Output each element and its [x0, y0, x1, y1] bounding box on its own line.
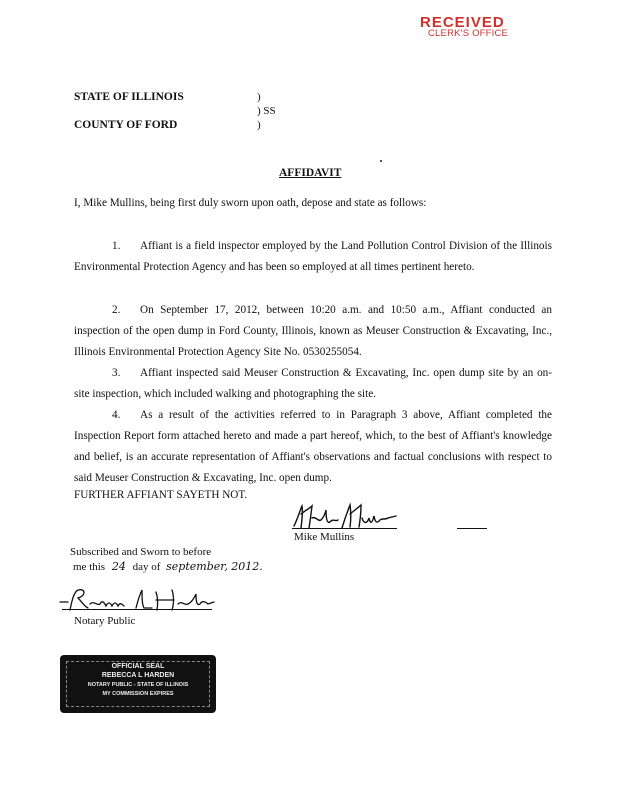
intro-statement: I, Mike Mullins, being first duly sworn upon oath, depose and state as follows:: [74, 197, 427, 209]
notary-signature-line: [62, 609, 212, 610]
paragraph-2: [74, 300, 552, 363]
scan-speck: [380, 160, 382, 162]
jurat-year: , 2012.: [224, 560, 263, 573]
caption-ss: ) SS: [257, 105, 276, 117]
seal-name: REBECCA L HARDEN: [101, 672, 175, 679]
jurat-mid: day of: [132, 561, 161, 573]
notary-seal: [60, 655, 216, 713]
received-stamp: RECEIVED: [420, 14, 505, 31]
jurat-line-2: [73, 560, 263, 573]
county-caption: COUNTY OF FORD: [74, 119, 178, 131]
paragraph-text: Affiant inspected said Meuser Construction & Excavating, Inc. open dump site by an on-site inspection, which included walking and photographing the site.: [74, 367, 552, 400]
seal-jurisdiction: NOTARY PUBLIC - STATE OF ILLINOIS: [87, 682, 189, 688]
paragraph-text: As a result of the activities referred to in Paragraph 3 above, Affiant completed the Inspection Report form attached hereto and made a part hereof, which, to the best of Affiant's knowledge and belief, is an accurate representation of Affiant's observations and factual conclusions with respect to said Meuser Construction & Excavating, Inc. open dump.: [74, 409, 552, 484]
paragraph-4: [74, 405, 552, 489]
paragraph-text: On September 17, 2012, between 10:20 a.m. and 10:50 a.m., Affiant conducted an inspection of the open dump in Ford County, Illinois, known as Meuser Construction & Excavating, Inc., Illinois Environmental Protection Agency Site No. 0530255054.: [74, 304, 552, 358]
seal-title: OFFICIAL SEAL: [111, 663, 165, 670]
notary-public-label: Notary Public: [74, 615, 136, 627]
paragraph-number: 1.: [112, 240, 121, 252]
jurat-day: 24: [111, 560, 126, 573]
caption-paren: ): [257, 119, 261, 131]
seal-commission: MY COMMISSION EXPIRES: [102, 691, 174, 697]
date-signature-line: [457, 528, 487, 529]
paragraph-number: 4.: [112, 409, 121, 421]
affiant-signature-line: [292, 528, 397, 529]
jurat-prefix: me this: [73, 561, 106, 573]
state-caption: STATE OF ILLINOIS: [74, 91, 184, 103]
affiant-name: Mike Mullins: [294, 531, 355, 543]
clerks-office-stamp: CLERK'S OFFICE: [428, 28, 509, 39]
jurat-line-1: Subscribed and Sworn to before: [70, 546, 212, 558]
paragraph-1: [74, 236, 552, 278]
caption-paren: ): [257, 91, 261, 103]
paragraph-number: 3.: [112, 367, 121, 379]
paragraph-3: [74, 363, 552, 405]
paragraph-number: 2.: [112, 304, 121, 316]
further-affiant-statement: FURTHER AFFIANT SAYETH NOT.: [74, 489, 248, 501]
document-title: AFFIDAVIT: [279, 167, 342, 179]
jurat-month: september: [166, 560, 225, 573]
paragraph-text: Affiant is a field inspector employed by the Land Pollution Control Division of the Illinois Environmental Protection Agency and has been so employed at all times pertinent hereto.: [74, 240, 552, 273]
